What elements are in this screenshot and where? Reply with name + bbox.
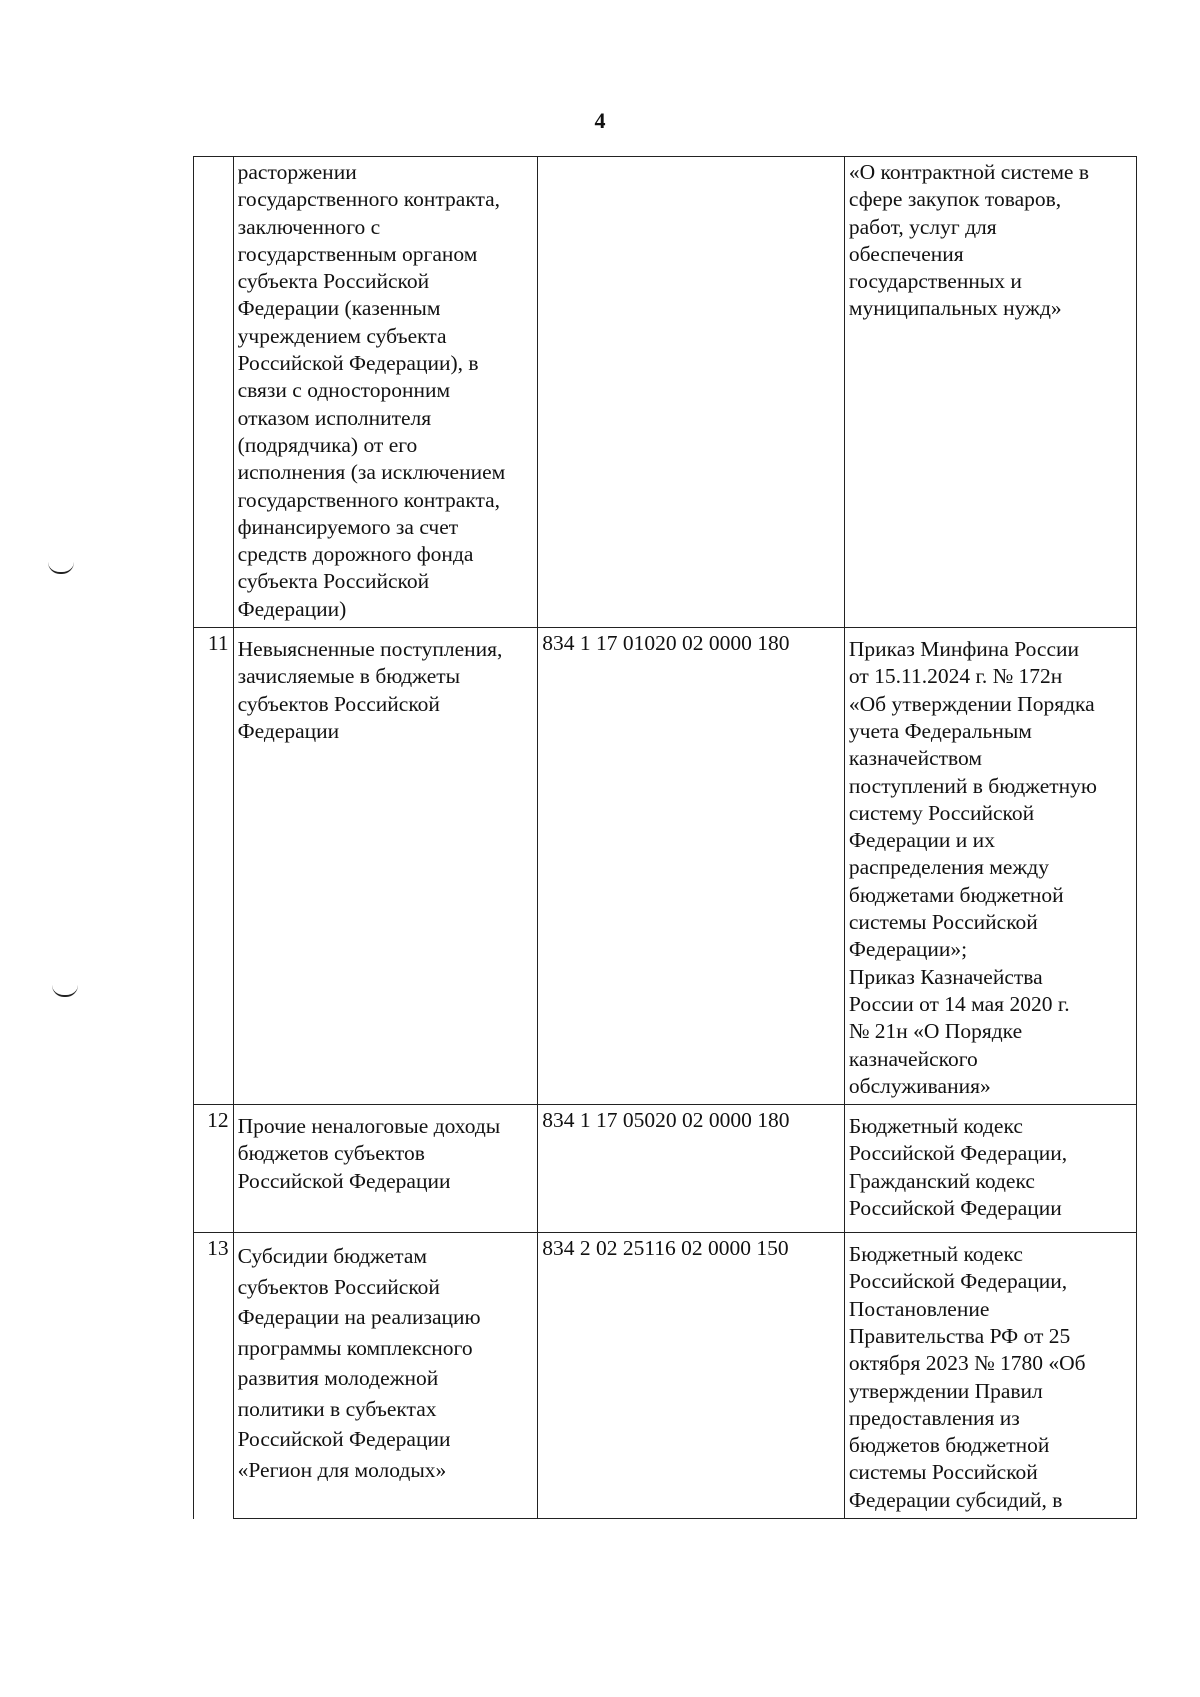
revenue-name-cell: Невыясненные поступления, зачисляемые в бюджеты субъектов Российской Федерации: [233, 628, 538, 1105]
budget-code-cell: 834 1 17 05020 02 0000 180: [538, 1105, 845, 1233]
revenue-name-cell: Прочие неналоговые доходы бюджетов субъектов Российской Федерации: [233, 1105, 538, 1233]
row-number-cell: [194, 157, 234, 628]
budget-code-cell: [538, 157, 845, 628]
revenue-name-cell: расторжении государственного контракта, заключенного с государственным органом субъекта Российской Федерации (казенным учреждением субъекта Российской Федерации), в связи с односторонним отказом исполнителя (подрядчика) от его исполнения (за исключением государственного контракта, финансируемого за счет средств дорожного фонда субъекта Российской Федерации): [233, 157, 538, 628]
table-row: [194, 157, 1137, 628]
row-number-cell: 11: [194, 628, 234, 1105]
legal-basis-cell: Бюджетный кодекс Российской Федерации, Постановление Правительства РФ от 25 октября 2023 № 1780 «Об утверждении Правил предоставления из бюджетов бюджетной системы Российской Федерации субсидий, в: [844, 1233, 1136, 1519]
binding-hole-mark: [48, 562, 74, 574]
budget-code-cell: 834 1 17 01020 02 0000 180: [538, 628, 845, 1105]
table-row: [194, 1105, 1137, 1233]
table-row: [194, 628, 1137, 1105]
row-number-cell: 13: [194, 1233, 234, 1519]
legal-basis-cell: Приказ Минфина России от 15.11.2024 г. № 172н «Об утверждении Порядка учета Федеральным казначейством поступлений в бюджетную систему Российской Федерации и их распределения между бюджетами бюджетной системы Российской Федерации»; Приказ Казначейства России от 14 мая 2020 г. № 21н «О Порядке казначейского обслуживания»: [844, 628, 1136, 1105]
revenue-name-cell: Субсидии бюджетам субъектов Российской Федерации на реализацию программы комплексного развития молодежной политики в субъектах Российской Федерации «Регион для молодых»: [233, 1233, 538, 1519]
table-row: [194, 1233, 1137, 1519]
revenue-table: [193, 156, 1137, 1519]
binding-hole-mark: [52, 985, 78, 997]
legal-basis-cell: Бюджетный кодекс Российской Федерации, Гражданский кодекс Российской Федерации: [844, 1105, 1136, 1233]
budget-code-cell: 834 2 02 25116 02 0000 150: [538, 1233, 845, 1519]
page-number: 4: [594, 108, 606, 133]
legal-basis-cell: «О контрактной системе в сфере закупок товаров, работ, услуг для обеспечения государственных и муниципальных нужд»: [844, 157, 1136, 628]
row-number-cell: 12: [194, 1105, 234, 1233]
